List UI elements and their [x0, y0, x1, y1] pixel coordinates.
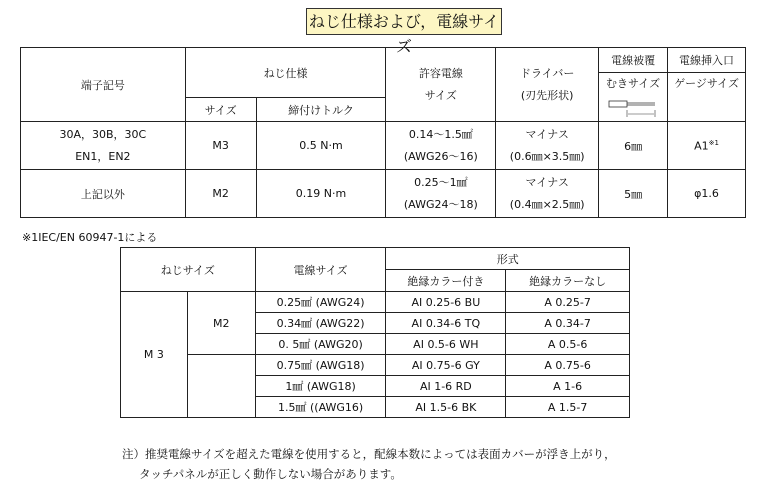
wire-cell: 0.75㎟ (AWG18): [255, 355, 386, 376]
torque-cell: 0.5 N·m: [256, 122, 386, 170]
header-size: サイズ: [185, 98, 256, 122]
header-screw-size: ねじサイズ: [121, 248, 256, 292]
header-insert: [668, 48, 746, 122]
gauge-cell: φ1.6: [668, 170, 746, 218]
header-type: 形式: [386, 248, 630, 270]
driver-line: マイナス: [525, 127, 569, 141]
header-without-collar: 絶縁カラーなし: [506, 270, 630, 292]
with-collar-cell: AI 1-6 RD: [386, 376, 506, 397]
torque-cell: 0.19 N·m: [256, 170, 386, 218]
with-collar-cell: AI 0.75-6 GY: [386, 355, 506, 376]
wire-line: (AWG26～16): [403, 149, 478, 163]
strip-cell: 6㎜: [599, 122, 668, 170]
footnote-2: [122, 444, 616, 484]
terminal-line: 30A，30B，30C: [59, 127, 147, 141]
driver-line: (0.4㎜×2.5㎜): [509, 197, 585, 211]
header-screw-spec: ねじ仕様: [185, 48, 386, 98]
header-insert-sub: ゲージサイズ: [674, 77, 739, 90]
wire-line: 0.25～1㎟: [414, 175, 468, 189]
with-collar-cell: AI 0.34-6 TQ: [386, 313, 506, 334]
header-allowed-wire-title: 許容電線: [418, 66, 463, 80]
empty-cell: [187, 355, 255, 418]
wire-cell: 1㎟ (AWG18): [255, 376, 386, 397]
with-collar-cell: AI 0.5-6 WH: [386, 334, 506, 355]
gauge-value: A1: [694, 139, 709, 153]
header-driver-sub: (刃先形状): [520, 88, 574, 102]
header-strip-sub: むきサイズ: [606, 77, 661, 90]
header-driver-title: ドライバー: [519, 66, 575, 80]
header-wire-size: 電線サイズ: [255, 248, 386, 292]
footnote-2-line2: タッチパネルが正しく動作しない場合があります。: [139, 467, 402, 481]
without-collar-cell: A 0.34-7: [506, 313, 630, 334]
with-collar-cell: AI 1.5-6 BK: [386, 397, 506, 418]
driver-line: マイナス: [525, 175, 569, 189]
wire-size-table: [120, 247, 630, 418]
header-with-collar: 絶縁カラー付き: [386, 270, 506, 292]
terminal-cell: 上記以外: [21, 170, 186, 218]
table-row: [121, 292, 630, 313]
with-collar-cell: AI 0.25-6 BU: [386, 292, 506, 313]
driver-cell: [496, 170, 599, 218]
size-cell: M3: [185, 122, 256, 170]
driver-line: (0.6㎜×3.5㎜): [509, 149, 585, 163]
header-torque: 締付けトルク: [256, 98, 386, 122]
stripped-wire-icon: [607, 97, 659, 119]
header-strip: [599, 48, 668, 122]
header-terminal: 端子記号: [21, 48, 186, 122]
gauge-cell: [668, 122, 746, 170]
driver-cell: [496, 122, 599, 170]
without-collar-cell: A 1.5-7: [506, 397, 630, 418]
wire-cell: [386, 170, 496, 218]
without-collar-cell: A 0.25-7: [506, 292, 630, 313]
wire-line: (AWG24～18): [403, 197, 478, 211]
header-allowed-wire: [386, 48, 496, 122]
table-row: [121, 355, 630, 376]
header-strip-title: 電線被覆: [599, 50, 667, 73]
without-collar-cell: A 0.5-6: [506, 334, 630, 355]
wire-cell: 0.34㎟ (AWG22): [255, 313, 386, 334]
page-title: ねじ仕様および，電線サイズ: [306, 8, 502, 35]
strip-cell: 5㎜: [599, 170, 668, 218]
header-insert-title: 電線挿入口: [668, 50, 745, 73]
table-row: [21, 122, 746, 170]
wire-cell: 0. 5㎟ (AWG20): [255, 334, 386, 355]
without-collar-cell: A 1-6: [506, 376, 630, 397]
table-row: [21, 170, 746, 218]
without-collar-cell: A 0.75-6: [506, 355, 630, 376]
size-cell: M2: [185, 170, 256, 218]
header-allowed-wire-sub: サイズ: [424, 88, 457, 102]
header-driver: [496, 48, 599, 122]
screw-spec-table: [20, 47, 746, 218]
screw-m3-cell: M 3: [121, 292, 188, 418]
footnote-2-line1: 注）推奨電線サイズを超えた電線を使用すると，配線本数によっては表面カバーが浮き上がり，: [122, 447, 616, 461]
footnote-1: ※1IEC/EN 60947-1による: [22, 231, 158, 244]
terminal-line: EN1，EN2: [75, 149, 131, 163]
wire-cell: [386, 122, 496, 170]
wire-cell: 1.5㎟ ((AWG16): [255, 397, 386, 418]
wire-cell: 0.25㎟ (AWG24): [255, 292, 386, 313]
gauge-note: ※1: [708, 138, 719, 147]
wire-line: 0.14～1.5㎟: [408, 127, 473, 141]
terminal-cell: [21, 122, 186, 170]
screw-m2-cell: M2: [187, 292, 255, 355]
